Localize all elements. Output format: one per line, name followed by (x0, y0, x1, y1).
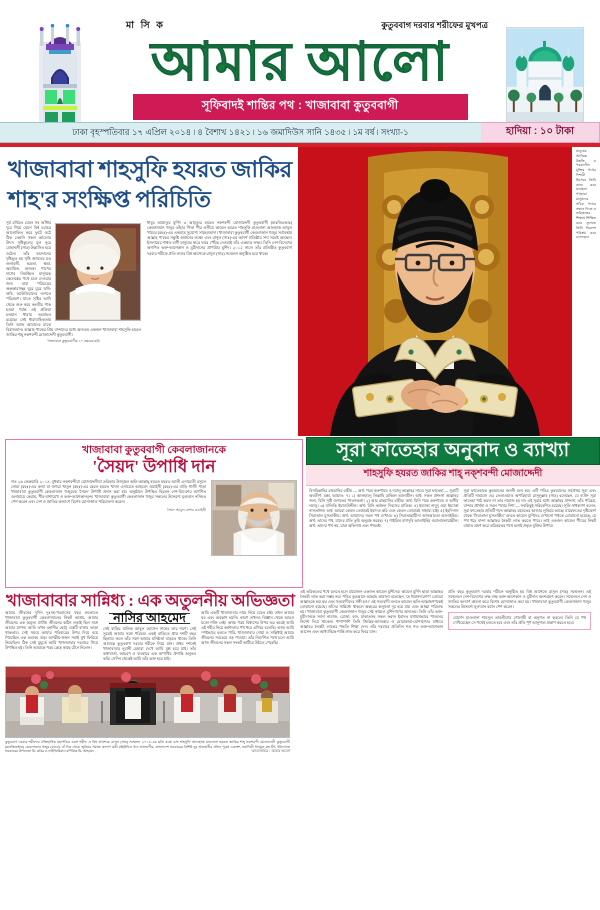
sannidhya-column-3: আমি একটি খাজাবাবার নামে নিয়ে যেতে চাই। তখন আমার ঘর এবং অবকাশ হয়নি। কারণ তখনও বিজ্ঞান থেকে আরও মতো শক্তি নেই। অথচ পরম বিশ্বাসের উপর ভর করেই আমি এই শহীর নিয়ে কর্মশালার পথ ধরে এগিয়ে চলেছি। আজ আমি স্পষ্টভাবে বলতে পারি, খাজাবাবার দোয়া ও সান্নিধ্যই আমার জীবনের সবচেয়ে বড় পাওয়া। তাঁর নির্দেশিত পথে চলে আমি আজ জীবনের সকল সংকট কাটিয়ে উঠতে পেরেছি। (201, 611, 294, 646)
masthead-kickers (110, 18, 490, 34)
bottom-photo-caption-text: কুতুববাগ দরবার শরীফের ঐতিহাসিক মহাপবিত্র ওরস শরীফ ও বিশ্ব আশেকে রাসূল (সাঃ) সম্মেলন ২০১৪-এর ছবি। মঞ্চে বসা শাহসুফি আলহাজ্ব মাওলানা হযরত জাকির শাহ্ নকশবন্দী মোজাদ্দেদী কুতুববাগী (মাঃজিঃআঃ) কেবলাজান হুজুর (মাঝে), বাঁ দিক থেকে জুনিয়র সমাজ কল্যাণ মন্ত্রী মহিউদ্দিন খান আলমগীর, বাংলাদেশ সরকারের বিশিষ্ট নূর আলমগীর প্রধান পুরুষ একাংশ, নয়াদিল্লী ধানমুল রুহ ইঁহু, ধরিদ্যাতে সরকারের উপনেতা মি: কবির ও নাইজিরিয়ান বণিকিক মি: আহমেদ (5, 740, 290, 754)
lead-body-columns (6, 221, 292, 344)
publication-date-line: ঢাকা বৃহস্পতিবার ১৭ এপ্রিল ২০১৪ ৷ ৪ বৈশাখ ১৪২১ ৷ ১৬ জমাদিউস সানি ১৪৩৫ ৷ ১ম বর্ষ ৷ সংখ্যা-১ (0, 122, 481, 143)
masthead-center (110, 18, 490, 120)
khaja-baba-portrait-photo (298, 147, 572, 436)
right-continuation-columns (300, 588, 600, 754)
right-column-1: এই তরিকতের পথে চলতে হলে প্রয়োজন একজন কামেল মুর্শিদের। কামেল মুর্শিদ ছাড়া আল্লাহর নৈকট্য লাভ করা সম্ভব নয়। পবিত্র কুরআনে আল্লাহ তায়ালা বলেছেন, 'হে ঈমানদারগণ! তোমরা আল্লাহকে ভয় কর এবং সত্যবাদীদের সঙ্গী হও।' এই সত্যবাদী বলতে কামেল অলি-আল্লাহগণকেই বোঝানো হয়েছে। তাঁদের সান্নিধ্যে থাকলে অন্তরের কলুষতা দূর হয়ে যায় এবং আত্মা পরিশুদ্ধ হয়। খাজাবাবা কুতুববাগী কেবলাজান হুজুর সেই কামেল মুর্শিদগণের অন্যতম। তিনি তাঁর ভক্ত-মুরীদানকে সর্বদা নামাজ, রোজা, হজ, যাকাতসহ সকল ফরজ ইবাদত যথাযথভাবে পালনের নির্দেশ দিয়ে থাকেন। পাশাপাশি তিনি জিকির-আজকার ও মোরাকাবা-মোশাহাদার মাধ্যমে আল্লাহর নৈকট্য লাভের পদ্ধতি শিক্ষা দেন। তাঁর দরবারে প্রতিদিন শত শত ভক্ত-আশেকান আসেন এবং আধ্যাত্মিক শান্তি লাভ করে ফিরে যান। (300, 590, 443, 635)
sannidhya-body-columns (5, 611, 296, 662)
lead-headline: খাজাবাবা শাহসুফি হযরত জাকির শাহ'র সংক্ষিপ্ত পরিচিতি (8, 157, 292, 212)
syed-title-article-box (5, 439, 303, 588)
sannidhya-byline: নাসির আহমেদ (109, 613, 190, 624)
sura-column-1: বিসমিল্লাহির রাহমানির রাহীম — অর্থ: পরম করুণাময় ও দয়ালু আল্লাহর নামে। সূরা ফাতেহা — সূরাটি অবতীর্ণ: মক্কা, আয়াত: ৭। ১) আলহামদু লিল্লাহি রাব্বিল আলামীন। অর্থ: সকল প্রশংসা আল্লাহর জন্য, যিনি সৃষ্টি জগতের পালনকর্তা। ২) আর রাহমানির রাহীম। অর্থ: যিনি পরম করুণাময় ও অসীম দয়ালু। ৩) মালিকি ইয়াওমিদ্দীন। অর্থ: যিনি কর্মফল দিবসের মালিক। ৪) ইয়্যাকা নাবুদু ওয়া ইয়্যাকা নাসতাঈন। অর্থ: আমরা কেবল তোমারই ইবাদত করি এবং কেবল তোমারই সাহায্য চাই। ৫) ইহদিনাস সিরাতাল মুসতাকীম। অর্থ: আমাদের সরল পথ দেখাও। ৬) সিরাতাল্লাযীনা আনআমতা আলাইহিম। অর্থ: তাদের পথ, যাদের প্রতি তুমি অনুগ্রহ করেছ। ৭) গাইরিল মাগদূবি আলাইহিম ওয়ালাদ্দোয়াল্লীন। অর্থ: তাদের পথ নয়, যারা অভিশপ্ত এবং পথভ্রষ্ট। (309, 489, 459, 529)
sannidhya-article (0, 588, 300, 754)
lead-column-1 (6, 221, 141, 344)
lead-text-1: সূর্য রশ্মিতে যেমন সব আঁধার দূরে গিয়ে যেমন বিশ্ব চরাচর আলোকিত করে ফুটে ওঠে ঠিক তেমনি সকল আলোর উৎস সৃষ্টিকূলের মূল নূরে মোহাম্মদী (সাঃ) উদ্ভাসিত হয়ে ওঠেন। তাঁর অবদানের দৃষ্টিভূত হয় সৃষ্টি জগতের যত গুনাবলী, ভদ্রতা, ক্ষমা, অমায়িক, অজস্র। পাপের দাগের নিমজ্জিত মানুষকে কেলেঙ্কের পথে চলে দেওয়ার জন্য বাবা পরিচয়ের অন্ধকারাচ্ছন্ন ঘুরে ঘুরে ঋষি-ঋষি, আউলিয়াদের জগতে পরিভ্রমণ। যাতে সৃষ্টির আদি থেকে শুরু করে কলমীর পাক হওয়া পর্যন্ত এই প্রক্রিয়া চলমান ধারায় অব্যাহত রয়েছে। সেই ধারাবাহিকতায় তিনি আজ আমাদের মাঝে বিরাজমান। আল্লাহ পাকের প্রিয় বান্দাদের মধ্যে অন্যতম একজন খাজাবাবা শাহসুফি হযরত জাকির শাহ্‌ নকশবন্দী মোজাদ্দেদী কুতুববাগী। (6, 221, 142, 338)
kutubbagh-darbar-sammelan-photo (5, 666, 290, 738)
syed-article-headline-line1: খাজাবাবা কুতুববাগী কেবলাজানকে (82, 445, 226, 456)
bottom-photo-caption (5, 740, 290, 754)
newspaper-title: আমার আলো (150, 32, 450, 92)
date-strip (0, 122, 600, 143)
price-box: হাদিয়া : ১০ টাকা (481, 122, 600, 143)
sura-column-2: সূরা ফাতেহাকে কুরআনের জননী বলা হয়। এটি পবিত্র কুরআনের সর্বপ্রথম সূরা এবং প্রতিটি নামাজে এর তেলাওয়াত অপরিহার্য। রাসূলুল্লাহ (সাঃ) বলেছেন, যে ব্যক্তি সূরা ফাতেহা পাঠ করল না তার নামাজ হয় না। এই সূরার মধ্যে আল্লাহর প্রশংসা, তাঁর পরিচয়, বান্দার প্রার্থনা ও সরল পথের দিশা — সবকিছুই সন্নিবেশিত হয়েছে। সূফি সাধকগণ বলেন, সূরা ফাতেহার প্রতিটি শব্দে আল্লাহর রহমতের ভাণ্ডার লুকিয়ে আছে। মারেফতের দৃষ্টিকোণ থেকে 'সিরাতাল মুসতাকীম' বলতে কামেল মুর্শিদের দেখানো পথকে বোঝানো হয়েছে, যে পথ ধরে বান্দা আল্লাহর নৈকট্য লাভ করতে পারে। তাই একজন কামেল পীরের নিকট বায়াত গ্রহণ করে তরিকতের পথে চলাই প্রকৃত মুক্তির উপায়। (463, 489, 596, 529)
masthead-organ-line: কুতুববাগ দরবার শরীফের মুখপত্র (381, 20, 488, 30)
lead-right-column (298, 147, 600, 436)
masthead-periodicity: মা সি ক (126, 20, 165, 31)
khaja-baba-young-photo-icon (55, 223, 141, 321)
lead-photo-caption: খাজাবাবা কুতুববাগীর ১০ বছরের ছবি (47, 339, 100, 344)
syed-article-body: গত ২৬ ফেব্রুয়ারি ২০১৪, বুধবার নকশবন্দীয়া মোজাদ্দেদীয়া তরিকার উজ্জ্বল অলি-আল্লাহ্ হযরত হযরত আলী এনায়েতী রসুলে নোমা (রহঃ)-এর কন্যা মা জহুরা খাতুন (রহঃ)-এর ছেলে হযরত খাজা এনায়েত আহমেদ ওয়াইসী (রহঃ)-এর বাড়ি গাজী পাড়া খাজাবাবা কুতুববাগী কেবলাজান হুজুরকে 'সৈয়দ' উপাধি প্রদান করা হয়। অনুষ্ঠানে উপস্থিত ছিলেন দেশ-বিদেশের অগণিত ওলামায়ে কেরাম, পীর-মাশায়েখ ও ভক্ত-আশেকানবৃন্দ। খাজাবাবা কুতুববাগী কেবলাজান হুজুর সকলের উদ্দেশ্যে মূল্যবান নসিহত পেশ করেন এবং দেশ ও জাতির কল্যাণে বিশেষ মোনাজাত পরিচালনা করেন। (11, 480, 206, 505)
right-column-2 (448, 590, 591, 754)
syed-photo-caption: সৈয়দ আবুল বাশার ওয়াইসী (167, 508, 206, 513)
sura-body-columns (306, 486, 600, 529)
highlight-note-box: মোর্শেদ মাওলানা শামসুল তাবলীগের গোলামী বা অনুগত না করলে। তিনি যে পথ দেখিয়েছেন সে পথেই চলতে হবে এবং তাঁর প্রতি পূর্ণ আনুগত্য প্রকাশ করতে হবে। (448, 612, 591, 630)
sura-headline: সূরা ফাতেহার অনুবাদ ও ব্যাখ্যা (306, 437, 600, 465)
syed-article-headline-line2: 'সৈয়দ' উপাধি দান (92, 457, 216, 476)
lead-left-column (0, 147, 298, 436)
lead-column-3: মানুষের আত্মিক উন্নতি ও পরকালীন মুক্তির পথের দিশারী হিসেবে তিনি কাজ করে যাচ্ছেন। পথহারা মানুষদের সঠিক পথের সন্ধান দিতে ও তরিকতের শিক্ষায় শিক্ষিত করে তুলতে তিনি নিরলস পরিশ্রম করে চলেছেন। (576, 149, 596, 240)
second-band (0, 436, 600, 588)
lead-column-2: ধাবুর আয়াতুর মুর্শিদ ৩ আমৃত্যুর হযরত নকশবন্দী মোজাদ্দেদী কুতুববাগী (মাঃজিঃআঃ) কেবলাজান হুজুর তাঁহার পিতা পীর ওলীয়ে কামেল হযরত শাহসুফি মাওলানা আলহাজ্ব আবুল খায়ের (রহঃ)-এর একমাত্র সুযোগ্য সাহেবজাদা। খাজাবাবা কুতুববাগী কেবলাজান হুজুর সর্বাবস্থায় আল্লাহ পাকের সন্তুষ্টি অর্জনের লক্ষ্যে এবং রাসূল (সাঃ)-এর আদর্শ প্রতিষ্ঠায় সদা সচেষ্ট আছেন। ইসলামের শাশ্বত বাণী মানুষের দ্বারে দ্বারে পৌঁছে দেওয়াই তাঁর একমাত্র লক্ষ্য। তিনি দেশ-বিদেশের অগণিত ভক্ত-আশেকান ও মুরীদানের প্রাণপ্রিয় মুর্শিদ। ২০১২ সালে তাঁর প্রতিষ্ঠিত কুতুববাগ দরবার শরীফে প্রতি বৎসর বিশ্ব আশেকে রাসূল (সাঃ) সম্মেলন অনুষ্ঠিত হয়ে থাকে। (147, 221, 292, 256)
masthead-slogan: সূফিবাদই শান্তির পথ : খাজাবাবা কুতুববাগী (133, 94, 468, 120)
kutubbagh-tower-logo-icon (33, 24, 87, 129)
mosque-photo-icon (506, 27, 584, 125)
sannidhya-column-1: আমার জীবনের দুর্দিন দুঃসহ-পরবাসের বছর গুলোতে খাজাবাবা কুতুববাগী কেবলাজানের নিকট আশ্রয়, আমার জীবনের এক অমূল্য প্রাপ্তি। জীবনের কঠিন লড়াই ছিল সঙ্গে আমার যাপন। আমি তখন বনানীর ছোট্ট একটি বাসায় ভাড়া থাকতাম। সেই সময়ে আমার পরিবারের উপর দিয়ে বয়ে গিয়েছিল এক ভয়াবহ ঝড়। আত্মীয়-স্বজন সবাই মুখ ফিরিয়ে নিয়েছিল। ঠিক সেই মুহূর্তে আমি খাজাবাবার দরবারে গিয়ে উপস্থিত হই। তিনি আমাকে পরম স্নেহে কাছে টেনে নিলেন। (5, 611, 98, 651)
sannidhya-column-2 (103, 611, 196, 662)
syed-portrait-photo-icon (211, 480, 297, 556)
third-band (0, 588, 600, 754)
lead-section (0, 147, 600, 436)
sannidhya-headline: খাজাবাবার সান্নিধ্য : এক অতুলনীয় অভিজ্ঞতা (6, 591, 295, 610)
masthead (0, 0, 600, 122)
sura-fateha-article (306, 437, 600, 588)
right-column-2-text: প্রতি বছর কুতুববাগ দরবার শরীফে অনুষ্ঠিত হয় বিশ্ব আশেকে রাসূল (সাঃ) সম্মেলন। এই সম্মেলনে দেশ-বিদেশের লক্ষ লক্ষ ভক্ত-আশেকান ও মুরীদান অংশগ্রহণ করেন। সম্মেলনে দেশ ও জাতির কল্যাণ কামনা করে বিশেষ মোনাজাত করা হয়। খাজাবাবা কুতুববাগী কেবলাজান হুজুর সকলের উদ্দেশ্যে মূল্যবান বয়ান পেশ করেন। (448, 590, 591, 610)
sura-subtitle-author: শাহসুফি হযরত জাকির শাহ্ নক্শবন্দী মোজাদ্দেদী (306, 465, 600, 486)
photo-credit: আলোকচিত্র : আমার আলো (251, 749, 290, 754)
sannidhya-column-2-text: সেই বাড়ির মালিক আবুল হোসেন সাহেব তার শরণ। সেই সূত্রেই আমার সঙ্গে পরিচয়। একই বাড়িতে প্রায় দশটি বছর ছিলাম। ফলে তাঁর সঙ্গে আমার ঘনিষ্ঠতা বাড়তে থাকে। তিনি আমাকে কুতুববাগ দরবার শরীফে নিয়ে যান। প্রথম দর্শনেই খাজাবাবার নূরানী চেহারা দেখে আমি মুগ্ধ হয়ে যাই। তাঁর কথাবার্তা, আচরণ ও ব্যবহারে এক অপার্থিব প্রশান্তি অনুভব করি। সেদিন থেকেই আমি তাঁর ভক্ত হয়ে যাই। (103, 627, 196, 662)
